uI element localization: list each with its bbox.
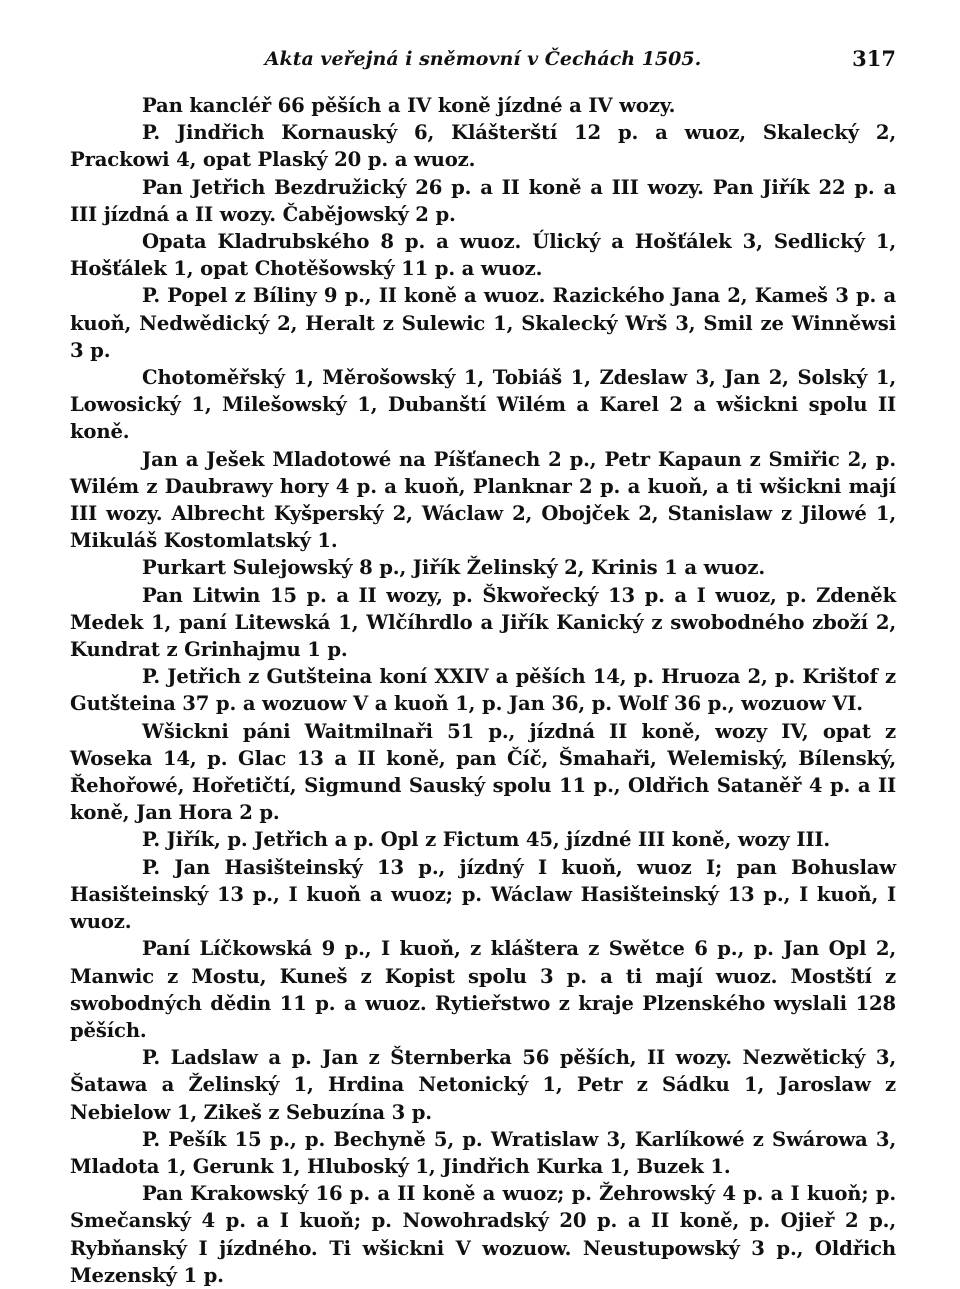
running-title: Akta veřejná i sněmovní v Čechách 1505. [264,48,702,70]
paragraph: Pan kancléř 66 pěších a IV koně jízdné a IV wozy. [142,94,676,117]
paragraph: Paní Líčkowská 9 p., I kuoň, z kláštera z Swětce 6 p., p. Jan Opl 2, Manwic z Mostu, Kuneš z Kopist spolu 3 p. a ti mají wuoz. Mostští z swobodných dědin 11 p. a wuoz. Rytieřstwo z kraje Plzenského wyslali 128 pěších. [70,937,896,1042]
paragraph: Jan a Ješek Mladotowé na Píšťanech 2 p., Petr Kapaun z Smiřic 2, p. Wilém z Daubrawy hory 4 p. a kuoň, Planknar 2 p. a kuoň, a ti wšickni mají III wozy. Albrecht Kyšperský 2, Wáclaw 2, Obojček 2, Stanislaw z Jilowé 1, Mikuláš Kostomlatský 1. [70,447,896,553]
paragraph: P. Jan Hasišteinský 13 p., jízdný I kuoň, wuoz I; pan Bohuslaw Hasišteinský 13 p., I kuoň a wuoz; p. Wáclaw Hasišteinský 13 p., I kuoň, I wuoz. [70,855,896,934]
paragraph: Opata Kladrubského 8 p. a wuoz. Úlický a Hošťálek 3, Sedlický 1, Hošťálek 1, opat Chotěšowský 11 p. a wuoz. [70,230,896,281]
paragraph: Wšickni páni Waitmilnaři 51 p., jízdná II koně, wozy IV, opat z Woseka 14, p. Glac 13 a II koně, pan Číč, Šmahaři, Welemiský, Bílenský, Řehořowé, Hořetičtí, Sigmund Sauský spolu 11 p., Oldřich Sataněř 4 p. a II koně, Jan Hora 2 p. [70,719,896,825]
paragraph: Purkart Sulejowský 8 p., Jiřík Želinský 2, Krinis 1 a wuoz. [142,556,765,580]
page-header [70,42,896,76]
paragraph: Pan Litwin 15 p. a II wozy, p. Škwořecký 13 p. a I wuoz, p. Zdeněk Medek 1, paní Litewská 1, Wlčíhrdlo a Jiřík Kanický z swobodného zboží 2, Kundrat z Grinhajmu 1 p. [70,583,896,662]
paragraph: Pan Krakowský 16 p. a II koně a wuoz; p. Žehrowský 4 p. a I kuoň; p. Smečanský 4 p. a I kuoň; p. Nowohradský 20 p. a II koně, p. Ojieř 2 p., Rybňanský I jízdného. Ti wšickni V wozuow. Neustupowský 3 p., Oldřich Mezenský 1 p. [70,1182,896,1287]
paragraph: P. Jiřík, p. Jetřich a p. Opl z Fictum 45, jízdné III koně, wozy III. [142,828,831,852]
paragraph: Pan Jetřich Bezdružický 26 p. a II koně a III wozy. Pan Jiřík 22 p. a III jízdná a II wozy. Čabějowský 2 p. [70,175,896,226]
body-text [70,92,896,1289]
paragraph: Chotoměřský 1, Měrošowský 1, Tobiáš 1, Zdeslaw 3, Jan 2, Solský 1, Lowosický 1, Milešowský 1, Dubanští Wilém a Karel 2 a wšickni spolu II koně. [70,366,896,444]
page-number: 317 [852,46,896,71]
paragraph: P. Ladslaw a p. Jan z Šternberka 56 pěších, II wozy. Nezwětický 3, Šatawa a Želinský 1, Hrdina Netonický 1, Petr z Sádku 1, Jaroslaw z Nebielow 1, Zikeš z Sebuzína 3 p. [70,1046,896,1124]
paragraph: P. Jindřich Kornauský 6, Klášterští 12 p. a wuoz, Skalecký 2, Prackowi 4, opat Plaský 20 p. a wuoz. [70,121,896,172]
paragraph: P. Jetřich z Gutšteina koní XXIV a pěších 14, p. Hruoza 2, p. Krištof z Gutšteina 37 p. a wozuow V a kuoň 1, p. Jan 36, p. Wolf 36 p., wozuow VI. [70,665,896,716]
paragraph: P. Pešík 15 p., p. Bechyně 5, p. Wratislaw 3, Karlíkowé z Swárowa 3, Mladota 1, Gerunk 1, Hluboský 1, Jindřich Kurka 1, Buzek 1. [70,1127,896,1178]
paragraph: P. Popel z Bíliny 9 p., II koně a wuoz. Razického Jana 2, Kameš 3 p. a kuoň, Nedwědický 2, Heralt z Sulewic 1, Skalecký Wrš 3, Smil ze Winněwsi 3 p. [70,284,896,362]
